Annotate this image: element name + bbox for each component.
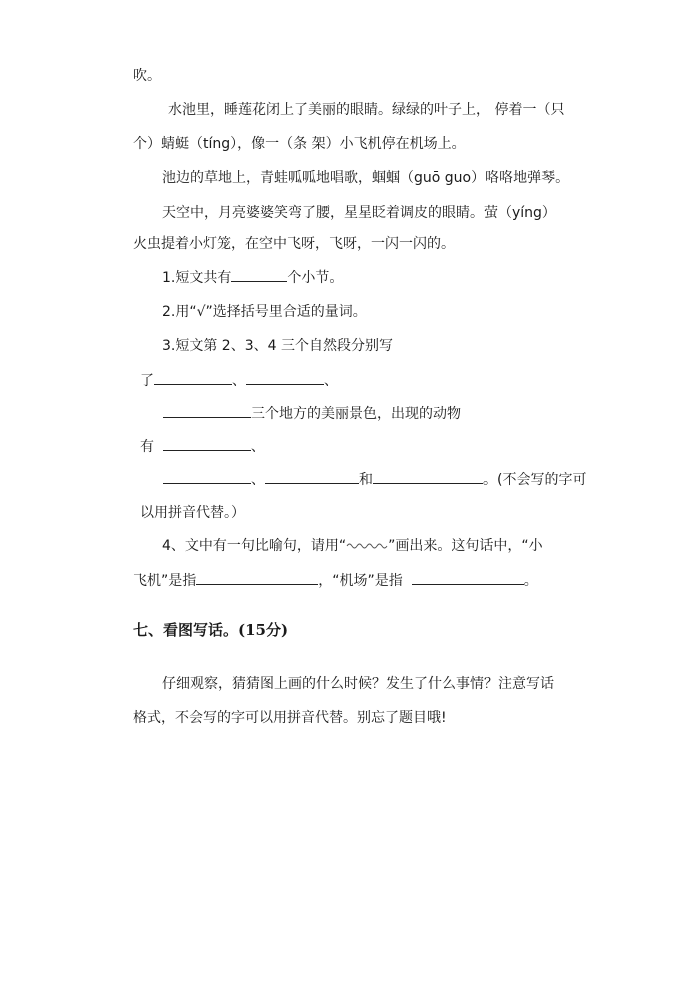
passage-line-3: 个）蜻蜓（tíng），像一（条 架）小飞机停在机场上。 <box>133 136 466 152</box>
q3-he: 和 <box>359 472 373 488</box>
passage-line-4: 池边的草地上，青蛙呱呱地唱歌，蝈蝈（guō guo）咯咯地弹琴。 <box>162 170 570 186</box>
answer-blank <box>163 403 251 418</box>
question-3-line-2 <box>140 370 338 391</box>
answer-blank <box>373 469 483 484</box>
q4-prefix: 4、文中有一句比喻句，请用“ <box>162 538 347 554</box>
q4-line2-a: 飞机”是指 <box>133 573 197 589</box>
answer-blank <box>412 570 524 585</box>
q3-you: 有 <box>140 439 154 455</box>
question-4-line-2 <box>133 570 538 591</box>
passage-line-1: 吹。 <box>133 68 161 84</box>
passage-line-6: 火虫提着小灯笼，在空中飞呀，飞呀，一闪一闪的。 <box>133 236 455 252</box>
section-7-instruction-1: 仔细观察，猜猜图上画的什么时候？发生了什么事情？注意写话 <box>162 676 554 692</box>
q3-dun-4: 、 <box>251 472 265 488</box>
q4-line2-end: 。 <box>523 573 538 589</box>
section-7-heading: 七、看图写话。(15分) <box>133 621 289 639</box>
answer-blank <box>231 267 287 282</box>
answer-blank <box>196 570 318 585</box>
q3-dun-3: 、 <box>250 439 265 455</box>
q3-dun-2: 、 <box>324 373 338 389</box>
question-3-line-1: 3.短文第 2、3、4 三个自然段分别写 <box>162 338 393 354</box>
q3-mid: 三个地方的美丽景色，出现的动物 <box>251 406 461 422</box>
answer-blank <box>163 469 251 484</box>
question-3-line-5 <box>163 469 586 490</box>
q1-suffix: 个小节。 <box>287 270 344 286</box>
question-3-line-4 <box>140 436 265 457</box>
answer-blank <box>246 370 324 385</box>
answer-blank <box>163 436 251 451</box>
q4-line2-b: ，“机场”是指 <box>318 573 403 589</box>
answer-blank <box>154 370 232 385</box>
passage-line-2: 水池里，睡莲花闭上了美丽的眼睛。绿绿的叶子上， 停着一（只 <box>168 102 565 118</box>
question-3-line-3 <box>163 403 461 424</box>
question-2: 2.用“√”选择括号里合适的量词。 <box>162 304 367 320</box>
answer-blank <box>265 469 359 484</box>
question-1 <box>162 267 343 288</box>
wavy-underline-icon <box>346 540 388 550</box>
q3-le: 了 <box>140 373 154 389</box>
q1-prefix: 1.短文共有 <box>162 270 232 286</box>
passage-line-5: 天空中，月亮婆婆笑弯了腰，星星眨着调皮的眼睛。萤（yíng） <box>162 205 556 221</box>
question-4-line-1 <box>162 536 543 556</box>
question-3-line-6: 以用拼音代替。） <box>140 505 245 521</box>
q3-end: 。(不会写的字可 <box>483 472 587 488</box>
section-7-instruction-2: 格式，不会写的字可以用拼音代替。别忘了题目哦! <box>133 710 447 726</box>
q3-dun-1: 、 <box>232 373 246 389</box>
q4-suffix: ”画出来。这句话中，“小 <box>388 538 543 554</box>
